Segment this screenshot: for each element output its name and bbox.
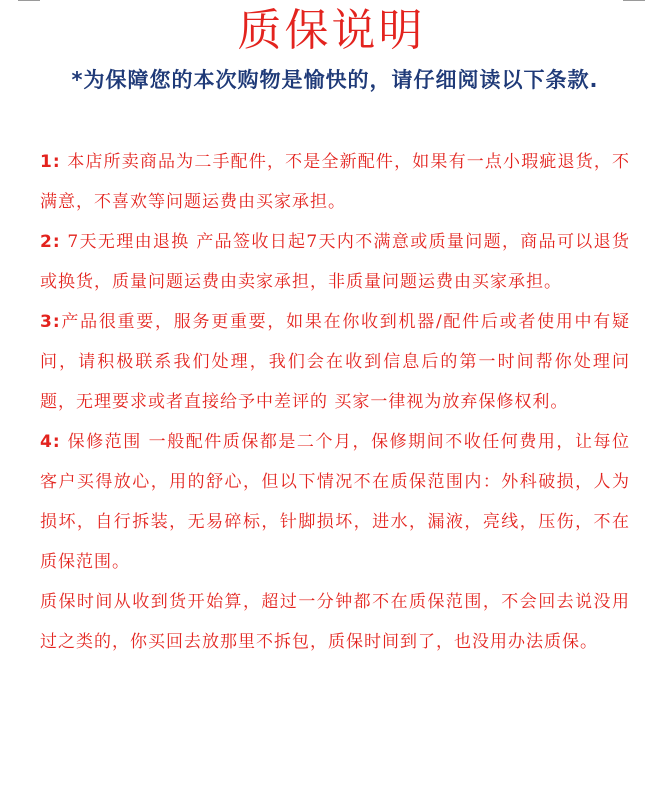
intro-notice: *为保障您的本次购物是愉快的，请仔细阅读以下条款. [71, 68, 599, 92]
term-item [40, 422, 630, 582]
top-right-edge-mark [623, 0, 645, 1]
term-item [40, 142, 630, 222]
top-left-edge-mark [18, 0, 40, 1]
term-item [40, 222, 630, 302]
term-text: 7天无理由退换 产品签收日起7天内不满意或质量问题，商品可以退货或换货，质量问题运费由卖家承担，非质量问题运费由买家承担。 [40, 232, 630, 292]
term-text: 本店所卖商品为二手配件，不是全新配件，如果有一点小瑕疵退货，不满意，不喜欢等问题运费由买家承担。 [40, 152, 631, 212]
footer-note: 质保时间从收到货开始算，超过一分钟都不在质保范围，不会回去说没用过之类的，你买回去放那里不拆包，质保时间到了，也没用办法质保。 [40, 592, 630, 652]
term-number: 2: [40, 232, 61, 252]
term-number: 1: [40, 152, 61, 172]
terms-list [40, 142, 630, 662]
term-number: 3: [40, 312, 61, 332]
term-number: 4: [40, 432, 61, 452]
term-item [40, 302, 630, 422]
term-text: 产品很重要，服务更重要，如果在你收到机器/配件后或者使用中有疑问，请积极联系我们处理，我们会在收到信息后的第一时间帮你处理问题，无理要求或者直接给予中差评的 买家一律视为放弃保修权利。 [40, 312, 630, 412]
page-title: 质保说明 [237, 5, 426, 56]
term-text: 保修范围 一般配件质保都是二个月，保修期间不收任何费用，让每位客户买得放心，用的舒心，但以下情况不在质保范围内：外科破损，人为损坏，自行拆装，无易碎标，针脚损坏，进水，漏液，亮线，压伤，不在质保范围。 [40, 432, 631, 572]
